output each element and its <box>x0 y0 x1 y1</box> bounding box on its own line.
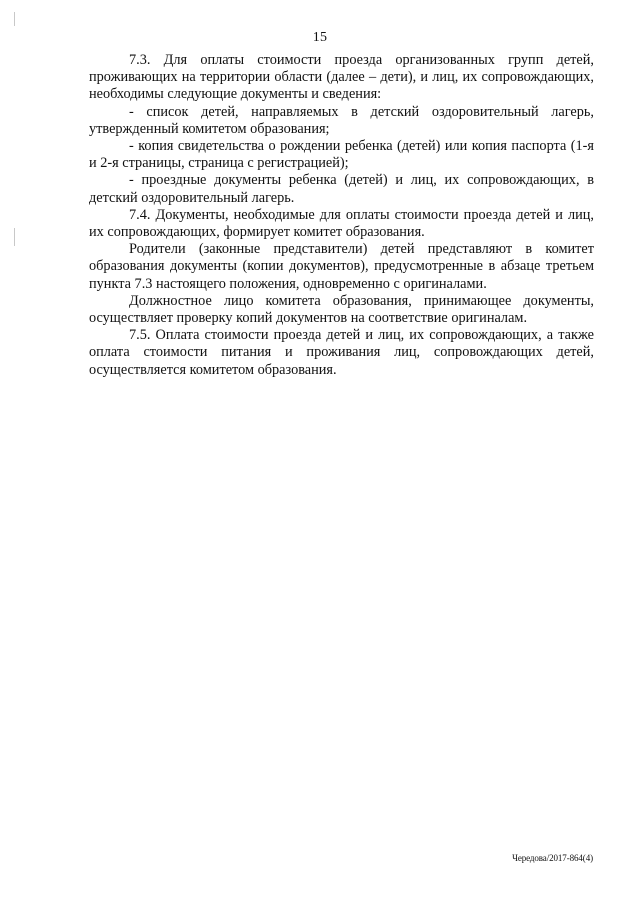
document-body <box>89 52 594 379</box>
scan-margin-mark <box>14 228 15 246</box>
paragraph-7-5: 7.5. Оплата стоимости проезда детей и лиц, их сопровождающих, а также оплата стоимости питания и проживания лиц, сопровождающих детей, осуществляется комитетом образования. <box>89 327 594 378</box>
list-item-children-list: - список детей, направляемых в детский оздоровительный лагерь, утвержденный комитетом образования; <box>89 103 594 137</box>
paragraph-7-3: 7.3. Для оплаты стоимости проезда организованных групп детей, проживающих на территории области (далее – дети), и лиц, их сопровождающих, необходимы следующие документы и сведения: <box>89 52 594 103</box>
list-item-travel-documents: - проездные документы ребенка (детей) и лиц, их сопровождающих, в детский оздоровительный лагерь. <box>89 172 594 206</box>
paragraph-7-4: 7.4. Документы, необходимые для оплаты стоимости проезда детей и лиц, их сопровождающих, формирует комитет образования. <box>89 206 594 241</box>
paragraph-parents: Родители (законные представители) детей представляют в комитет образования документы (копии документов), предусмотренные в абзаце третьем пункта 7.3 настоящего положения, одновременно с оригиналами. <box>89 241 594 292</box>
paragraph-official: Должностное лицо комитета образования, принимающее документы, осуществляет проверку копий документов на соответствие оригиналам. <box>89 292 594 327</box>
scan-margin-mark <box>14 12 15 26</box>
document-code: Чередова/2017-864(4) <box>512 853 593 863</box>
page-number: 15 <box>312 30 328 45</box>
list-item-birth-certificate: - копия свидетельства о рождении ребенка (детей) или копия паспорта (1-я и 2-я страницы, страница с регистрацией); <box>89 138 594 172</box>
